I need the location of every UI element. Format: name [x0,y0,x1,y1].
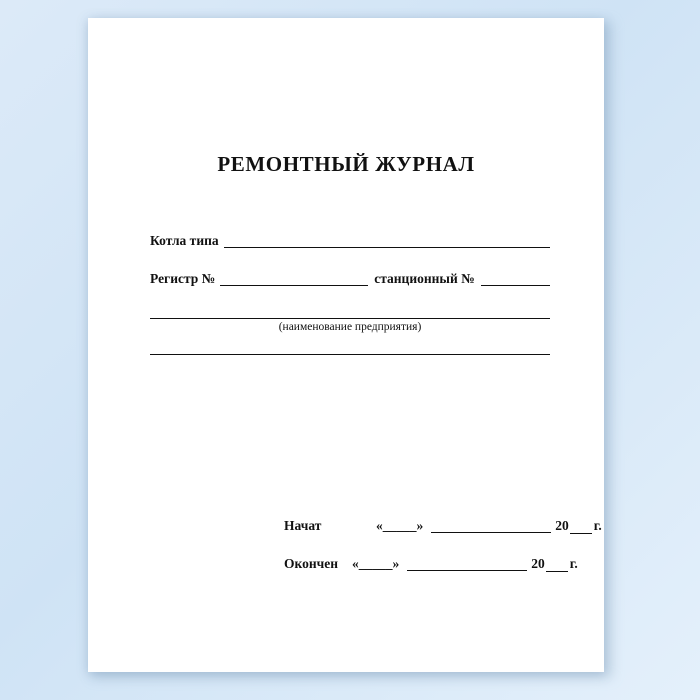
field-boiler-type [150,233,550,248]
finish-year-suffix: г. [569,556,578,571]
started-label: Начат [284,518,322,533]
finish-month-blank[interactable] [407,557,527,571]
start-year-suffix: г. [593,518,602,533]
boiler-type-blank[interactable] [224,234,550,248]
station-label: станционный № [374,271,475,286]
finish-year-prefix: 20 [531,556,545,571]
start-day-blank[interactable]: «_____» [376,518,424,533]
field-register-number [150,271,550,286]
enterprise-name-blank-bottom[interactable] [150,354,550,355]
register-number-blank[interactable] [220,272,368,286]
boiler-type-label: Котла типа [150,233,219,248]
start-month-blank[interactable] [431,519,551,533]
finish-day-blank[interactable]: «_____» [352,556,400,571]
page-title: РЕМОНТНЫЙ ЖУРНАЛ [217,152,475,176]
enterprise-caption: (наименование предприятия) [278,321,422,333]
finished-label: Окончен [284,556,339,571]
start-year-prefix: 20 [555,518,569,533]
register-label: Регистр № [150,271,216,286]
field-finish-date [284,556,578,571]
start-year-blank[interactable] [570,522,592,534]
field-start-date [284,518,602,533]
finish-year-blank[interactable] [546,560,568,572]
enterprise-name-blank-top[interactable] [150,318,550,319]
station-number-blank[interactable] [481,272,550,286]
document-page [88,18,604,672]
